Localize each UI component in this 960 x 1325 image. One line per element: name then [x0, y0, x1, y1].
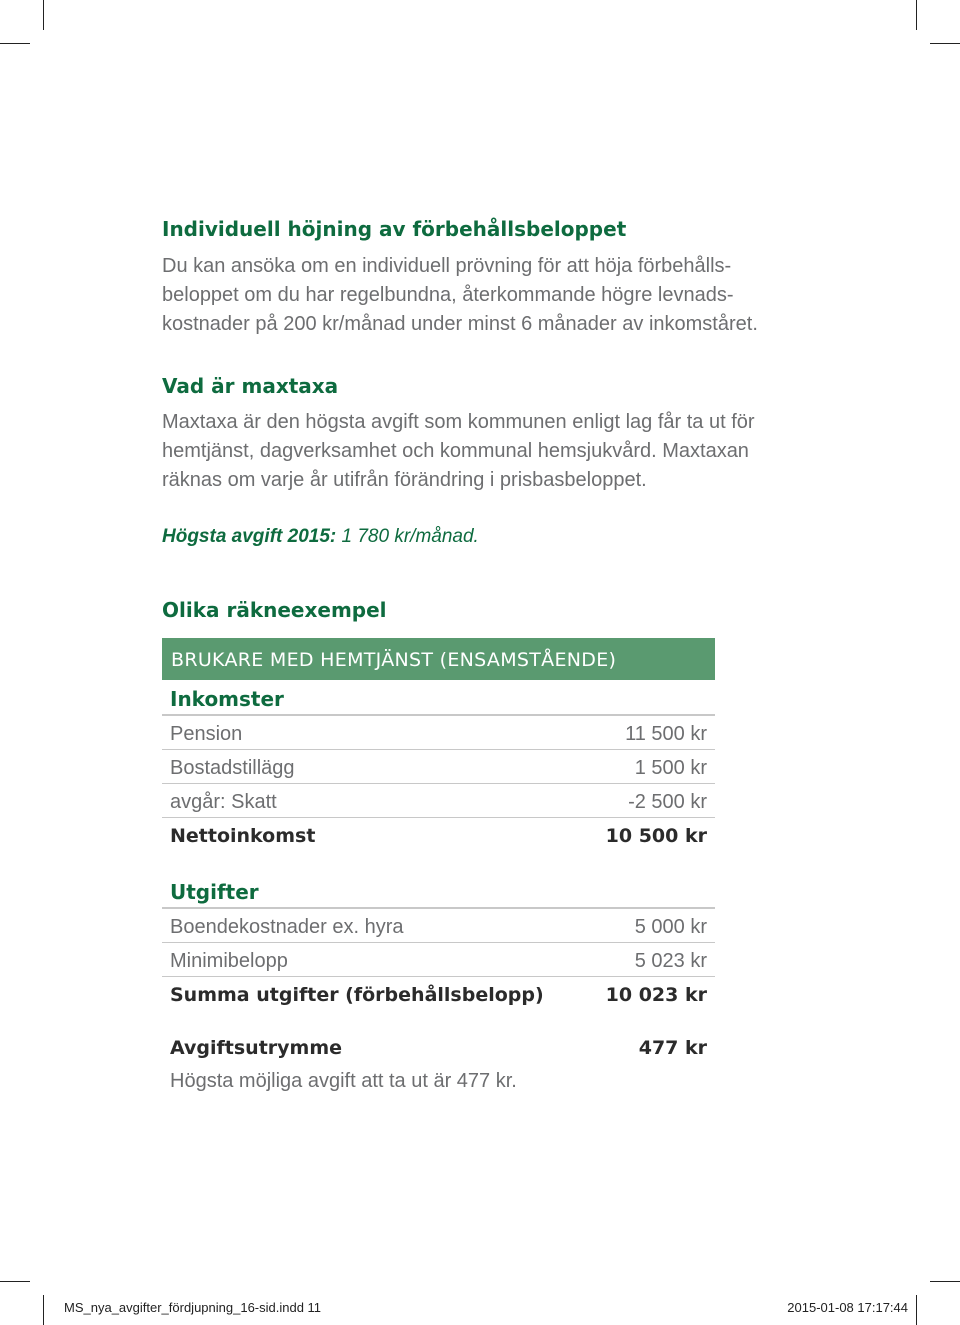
paragraph-line: Maxtaxa är den högsta avgift som kommunen enligt lag får ta ut för: [162, 411, 755, 433]
footer-file-name: MS_nya_avgifter_fördjupning_16-sid.indd 11: [64, 1300, 322, 1315]
crop-mark: [916, 1295, 917, 1325]
row-value: 1 500 kr: [634, 757, 707, 779]
paragraph-forbehallsbelopp: [162, 252, 802, 339]
paragraph-line: kostnader på 200 kr/månad under minst 6 månader av inkomståret.: [162, 313, 758, 335]
section-heading-examples: Olika räkneexempel: [162, 598, 387, 622]
row-label: Avgiftsutrymme: [170, 1037, 343, 1059]
highest-fee-note: [162, 526, 479, 548]
row-value: 5 000 kr: [634, 916, 707, 938]
row-label: Boendekostnader ex. hyra: [170, 916, 404, 938]
paragraph-maxtaxa: [162, 408, 802, 495]
crop-mark: [0, 43, 30, 44]
row-value: 5 023 kr: [634, 950, 707, 972]
expense-heading: Utgifter: [162, 873, 715, 909]
crop-mark: [916, 0, 917, 30]
section-heading-maxtaxa: Vad är maxtaxa: [162, 374, 339, 398]
total-expenses-row: [162, 977, 715, 1010]
fee-note-row: [162, 1063, 715, 1096]
row-label: Nettoinkomst: [170, 825, 316, 847]
row-label: avgår: Skatt: [170, 791, 277, 813]
fee-note: Högsta möjliga avgift att ta ut är 477 kr.: [170, 1070, 517, 1092]
footer-timestamp: 2015-01-08 17:17:44: [787, 1300, 908, 1315]
row-value: 10 500 kr: [605, 825, 707, 847]
calculation-table: [162, 638, 715, 1096]
table-row: [162, 750, 715, 784]
crop-mark: [43, 1295, 44, 1325]
table-row: [162, 909, 715, 943]
row-label: Pension: [170, 723, 243, 745]
table-row: [162, 943, 715, 977]
crop-mark: [43, 0, 44, 30]
crop-mark: [930, 43, 960, 44]
row-value: 477 kr: [638, 1037, 707, 1059]
paragraph-line: räknas om varje år utifrån förändring i prisbasbeloppet.: [162, 469, 647, 491]
highest-fee-label: Högsta avgift 2015:: [162, 526, 337, 547]
row-label: Bostadstillägg: [170, 757, 295, 779]
row-label: Minimibelopp: [170, 950, 288, 972]
fee-margin-row: [162, 1030, 715, 1063]
table-row: [162, 784, 715, 818]
row-label: Summa utgifter (förbehållsbelopp): [170, 984, 544, 1006]
net-income-row: [162, 818, 715, 851]
paragraph-line: Du kan ansöka om en individuell prövning för att höja förbehålls-: [162, 255, 732, 277]
table-row: [162, 716, 715, 750]
section-heading-forbehallsbelopp: Individuell höjning av förbehållsbeloppet: [162, 217, 627, 241]
paragraph-line: beloppet om du har regelbundna, återkommande högre levnads-: [162, 284, 734, 306]
income-heading: Inkomster: [162, 680, 715, 716]
row-value: 10 023 kr: [605, 984, 707, 1006]
row-value: -2 500 kr: [628, 791, 707, 813]
crop-mark: [0, 1281, 30, 1282]
highest-fee-value: 1 780 kr/månad.: [336, 526, 479, 547]
crop-mark: [930, 1281, 960, 1282]
paragraph-line: hemtjänst, dagverksamhet och kommunal hemsjukvård. Maxtaxan: [162, 440, 749, 462]
row-value: 11 500 kr: [625, 723, 707, 745]
table-title: BRUKARE MED HEMTJÄNST (ENSAMSTÅENDE): [162, 638, 715, 680]
